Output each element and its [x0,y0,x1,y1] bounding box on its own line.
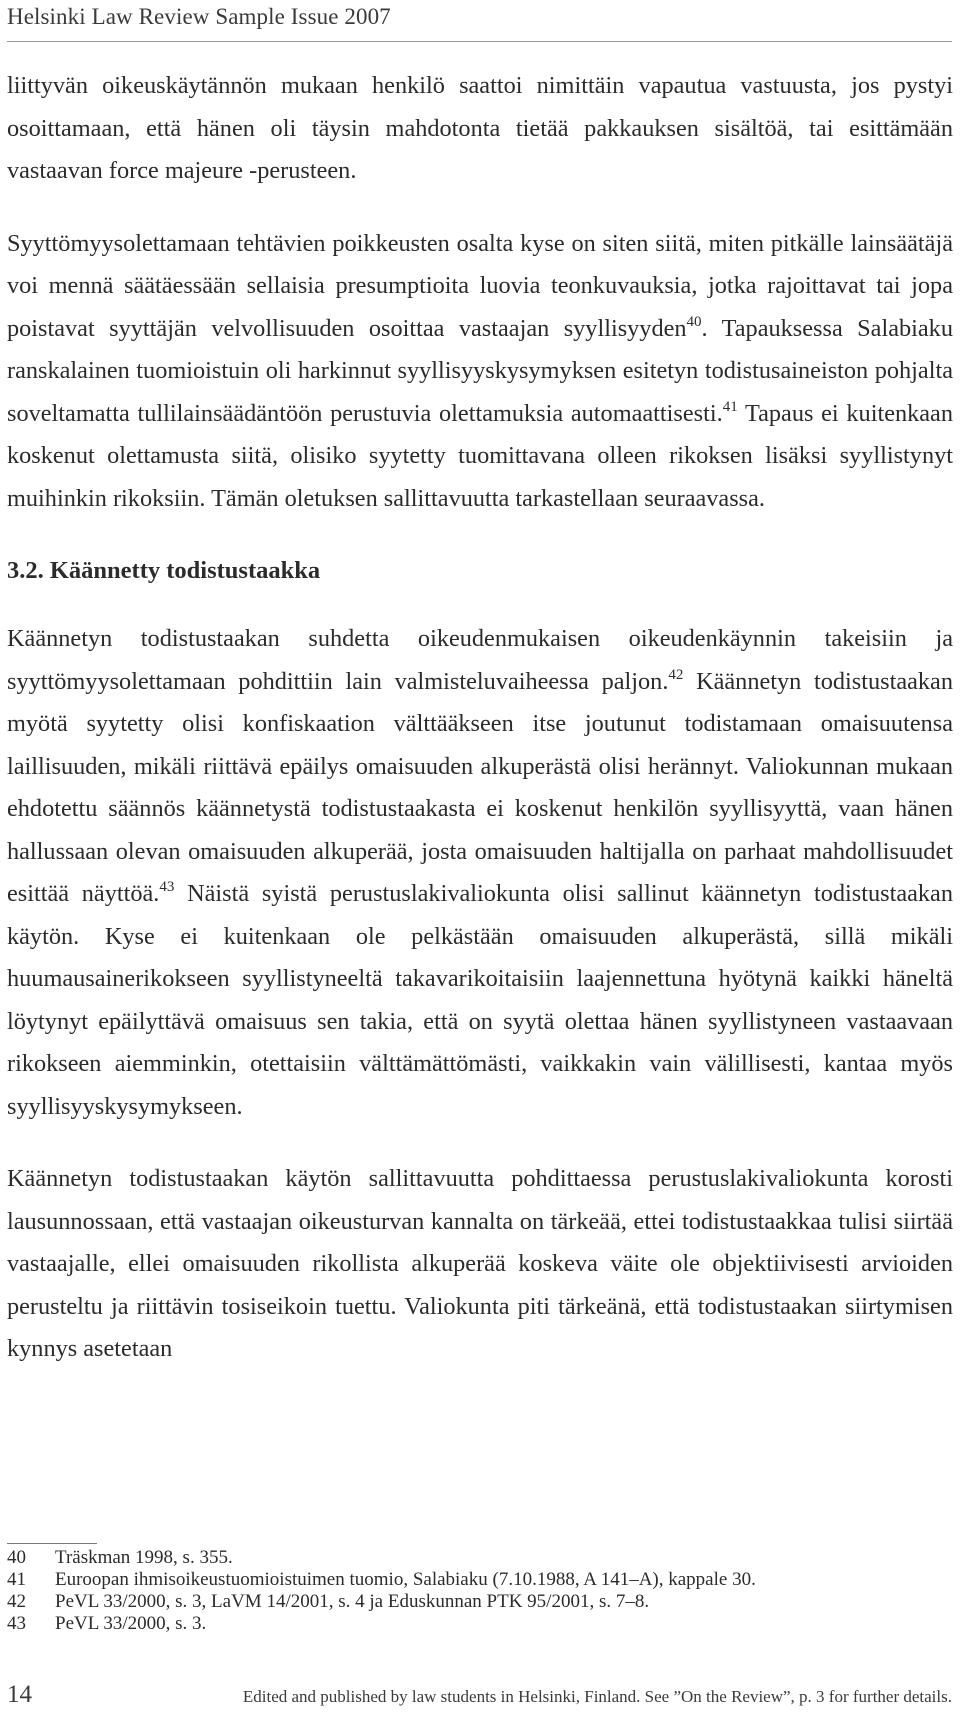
footnote-divider [7,1543,97,1544]
footnote-number: 40 [7,1547,26,1568]
footnote-text: Träskman 1998, s. 355. [55,1547,233,1568]
paragraph-2-text-b: . Tapauksessa Salabiaku ranskalainen tuomioistuin oli harkinnut syyllisyyskysymyksen esitetyn todistusaineiston pohjalta soveltamatta tullilainsäädäntöön perustuvia olettamuksia automaattisesti. [7,314,953,427]
paragraph-2-text-c: Tapaus ei kuitenkaan koskenut olettamusta siitä, olisiko syytetty tuomittavana olleen rikoksen lisäksi syyllistynyt muihinkin rikoksiin. Tämän oletuksen sallittavuutta tarkastellaan seuraavassa. [7,399,953,512]
footnote-42 [7,1591,953,1613]
paragraph-4: Käännetyn todistustaakan käytön sallittavuutta pohdittaessa perustuslakivaliokunta korosti lausunnossaan, että vastaajan oikeusturvan kannalta on tärkeää, ettei todistustaakkaa tulisi siirtää vastaajalle, ellei omaisuuden rikollista alkuperää koskeva väite ole objektiivisesti arvioiden perusteltu ja riittävin tosiseikoin tuettu. Valiokunta piti tärkeänä, että todistustaakan siirtymisen kynnys asetetaan [7,1165,953,1362]
footnote-ref-40[interactable]: 40 [686,313,702,330]
footnote-number: 42 [7,1591,26,1612]
paragraph-1: liittyvän oikeuskäytännön mukaan henkilö saattoi nimittäin vapautua vastuusta, jos pystyi osoittamaan, että hänen oli täysin mahdotonta tietää pakkauksen sisältöä, tai esittämään vastaavan force majeure -perusteen. [7,72,953,184]
paragraph-3-text-b: Käännetyn todistustaakan myötä syytetty olisi konfiskaation välttääkseen itse joutunut todistamaan omaisuutensa laillisuuden, mikäli riittävä epäilys omaisuuden alkuperästä olisi herännyt. Valiokunnan mukaan ehdotettu säännös käännetystä todistustaakasta ei koskenut henkilön syyllisyyttä, vaan hänen hallussaan olevan omaisuuden alkuperää, josta omaisuuden haltijalla on parhaat mahdollisuudet esittää näyttöä. [7,667,953,907]
paragraph-3-text-c: Näistä syistä perustuslakivaliokunta olisi sallinut käännetyn todistustaakan käytön. Kyse ei kuitenkaan ole pelkästään omaisuuden alkuperästä, sillä mikäli huumausainerikokseen syyllistyneeltä takavarikoitaisiin laajennettuna hyötynä kaikki häneltä löytynyt epäilyttävä omaisuus sen takia, että on syytä olettaa hänen syyllistyneen vastaavaan rikokseen aiemminkin, otettaisiin välttämättömästi, vaikkakin vain välillisesti, kantaa myös syyllisyyskysymykseen. [7,880,953,1120]
paragraph-3-text-a: Käännetyn todistustaakan suhdetta oikeudenmukaisen oikeudenkäynnin takeisiin ja syyttömyysolettamaan pohdittiin lain valmisteluvaiheessa paljon. [7,625,953,695]
footnote-40 [7,1547,953,1569]
running-header: Helsinki Law Review Sample Issue 2007 [7,4,391,29]
footnote-text: PeVL 33/2000, s. 3. [55,1613,207,1634]
section-heading: 3.2. Käännetty todistustaakka [7,557,321,584]
paragraph-2-text-a: Syyttömyysolettamaan tehtävien poikkeusten osalta kyse on siten siitä, miten pitkälle lainsäätäjä voi mennä säätäessään sellaisia presumptioita luovia teonkuvauksia, jotka rajoittavat tai jopa poistavat syyttäjän velvollisuuden osoittaa vastaajan syyllisyyden [7,229,953,342]
footnote-number: 41 [7,1569,26,1590]
footnote-ref-41[interactable]: 41 [722,398,738,415]
footnotes [7,1547,953,1635]
footnote-text: PeVL 33/2000, s. 3, LaVM 14/2001, s. 4 ja Eduskunnan PTK 95/2001, s. 7–8. [55,1591,650,1612]
paragraph-2 [7,223,953,521]
footnote-number: 43 [7,1613,26,1634]
footnote-ref-43[interactable]: 43 [159,879,175,895]
footnote-43 [7,1613,953,1635]
header-divider [7,41,952,42]
body-text [7,65,953,1371]
page-number: 14 [7,1681,32,1708]
footer-note: Edited and published by law students in Helsinki, Finland. See ”On the Review”, p. 3 for further details. [242,1687,952,1706]
footnote-41 [7,1569,953,1591]
footnote-ref-42[interactable]: 42 [668,666,684,683]
paragraph-3 [7,618,953,1128]
footnote-text: Euroopan ihmisoikeustuomioistuimen tuomio, Salabiaku (7.10.1988, A 141–A), kappale 30. [55,1569,756,1590]
